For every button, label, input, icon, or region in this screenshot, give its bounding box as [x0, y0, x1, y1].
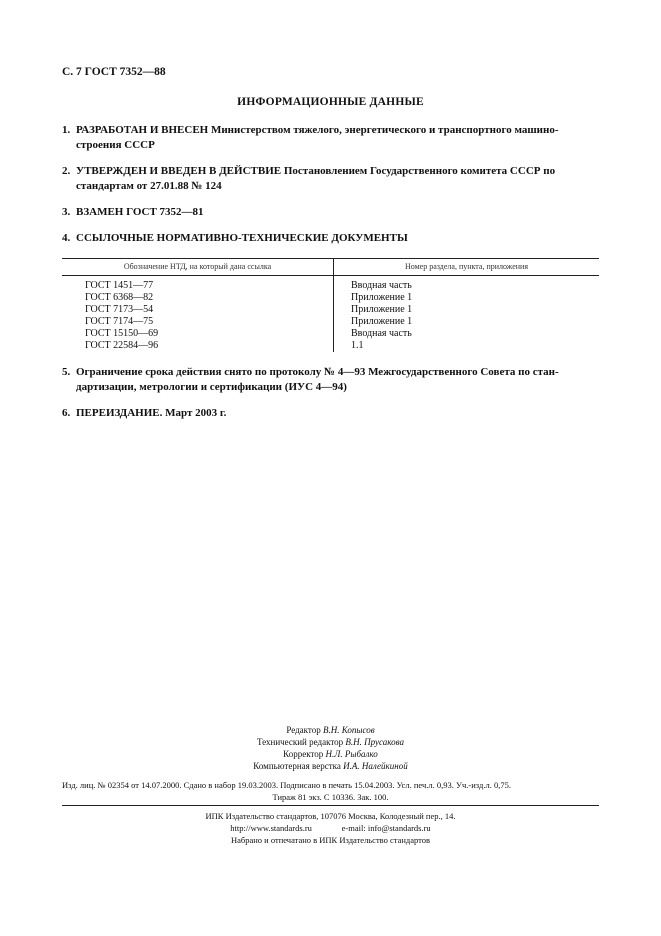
- item-number: 4.: [62, 232, 71, 244]
- table-cell-designation: ГОСТ 1451—77: [85, 280, 154, 291]
- item-text: ССЫЛОЧНЫЕ НОРМАТИВНО-ТЕХНИЧЕСКИЕ ДОКУМЕНТЫ: [76, 232, 408, 244]
- item-number: 2.: [62, 165, 71, 177]
- table-row: [351, 280, 412, 352]
- table-cell-designation: ГОСТ 15150—69: [85, 328, 159, 339]
- credit-tech-editor: Технический редактор В.Н. Прусакова: [256, 737, 405, 747]
- publisher-address: ИПК Издательство стандартов, 107076 Москва, Колодезный пер., 14.: [205, 811, 456, 821]
- page-header: С. 7 ГОСТ 7352—88: [62, 66, 166, 78]
- info-item-5: [62, 365, 602, 395]
- table-cell-section: Приложение 1: [351, 292, 413, 303]
- table-cell-section: Вводная часть: [351, 328, 412, 339]
- table-rule-top: [62, 258, 599, 259]
- item-text: УТВЕРЖДЕН И ВВЕДЕН В ДЕЙСТВИЕ Постановлением Государственного комитета СССР по: [76, 165, 556, 177]
- item-number: 3.: [62, 206, 71, 218]
- table-column-divider: [333, 258, 334, 352]
- credit-layout: Компьютерная верстка И.А. Налейкиной: [253, 761, 408, 771]
- publisher-url[interactable]: http://www.standards.ru: [230, 823, 312, 833]
- footer-rule: [62, 805, 599, 806]
- info-item-4: [62, 231, 602, 246]
- item-text: ВЗАМЕН ГОСТ 7352—81: [76, 206, 204, 218]
- table-cell-designation: ГОСТ 22584—96: [85, 340, 159, 351]
- credit-proofreader: Корректор Н.Л. Рыбалко: [283, 749, 378, 759]
- item-text: Ограничение срока действия снято по протоколу № 4—93 Межгосударственного Совета по стан-: [76, 366, 559, 378]
- table-cell-section: Вводная часть: [351, 280, 412, 291]
- credit-editor: Редактор В.Н. Копысов: [286, 725, 375, 735]
- table-cell-section: Приложение 1: [351, 316, 413, 327]
- table-cell-designation: ГОСТ 7173—54: [85, 304, 154, 315]
- item-number: 6.: [62, 407, 71, 419]
- item-number: 5.: [62, 366, 71, 378]
- credits-block: [0, 724, 661, 772]
- info-item-2: [62, 164, 602, 194]
- info-item-6: [62, 406, 602, 421]
- info-item-3: [62, 205, 602, 220]
- publisher-print-note: Набрано и отпечатано в ИПК Издательство стандартов: [230, 835, 431, 845]
- imprint-line-2: Тираж 81 экз. С 10336. Зак. 100.: [272, 792, 389, 802]
- table-header-designation: Обозначение НТД, на который дана ссылка: [123, 262, 272, 271]
- table-cell-section: Приложение 1: [351, 304, 413, 315]
- item-text-continued: стандартам от 27.01.88 № 124: [76, 180, 222, 192]
- item-text-continued: дартизации, метрологии и сертификации (ИУС 4—94): [76, 381, 347, 393]
- table-rule-header: [62, 275, 599, 276]
- table-cell-section: 1.1: [351, 340, 364, 351]
- publisher-email[interactable]: e-mail: info@standards.ru: [341, 823, 431, 833]
- section-title: ИНФОРМАЦИОННЫЕ ДАННЫЕ: [237, 96, 424, 108]
- item-text-continued: строения СССР: [76, 139, 155, 151]
- publisher-contacts: [0, 822, 661, 834]
- table-row: [85, 280, 158, 352]
- item-text: РАЗРАБОТАН И ВНЕСЕН Министерством тяжелого, энергетического и транспортного машино-: [76, 124, 559, 136]
- item-text: ПЕРЕИЗДАНИЕ. Март 2003 г.: [76, 407, 227, 419]
- imprint-line-1: Изд. лиц. № 02354 от 14.07.2000. Сдано в набор 19.03.2003. Подписано в печать 15.04.2003. Усл. печ.л. 0,93. Уч.-изд.л. 0,75.: [62, 780, 511, 790]
- item-number: 1.: [62, 124, 71, 136]
- table-cell-designation: ГОСТ 6368—82: [85, 292, 154, 303]
- table-cell-designation: ГОСТ 7174—75: [85, 316, 154, 327]
- table-header-section: Номер раздела, пункта, приложения: [404, 262, 529, 271]
- info-item-1: [62, 123, 602, 153]
